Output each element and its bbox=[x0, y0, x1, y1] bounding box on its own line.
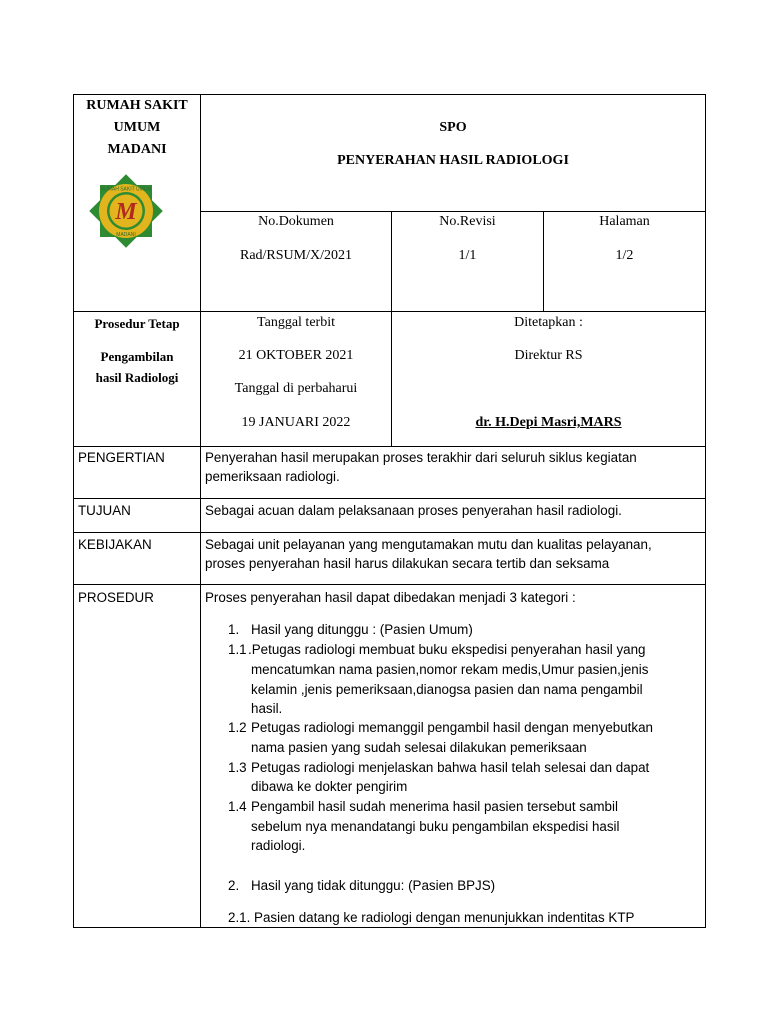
signatory-name: dr. H.Depi Masri,MARS bbox=[475, 415, 622, 430]
tanggal-update-value: 19 JANUARI 2022 bbox=[241, 415, 351, 430]
step-1-2-number: 1.2 bbox=[228, 720, 247, 735]
kebijakan-label: KEBIJAKAN bbox=[78, 537, 152, 552]
step-1-4-line-3: radiologi. bbox=[251, 838, 306, 853]
step-1-1-line-4: hasil. bbox=[251, 701, 283, 716]
tujuan-line-1: Sebagai acuan dalam pelaksanaan proses penyerahan hasil radiologi. bbox=[205, 503, 622, 518]
pengertian-line-1: Penyerahan hasil merupakan proses terakhir dari seluruh siklus kegiatan bbox=[205, 450, 637, 465]
doc-title: PENYERAHAN HASIL RADIOLOGI bbox=[337, 153, 569, 168]
procedure-name-line-2: hasil Radiologi bbox=[95, 370, 179, 385]
step-1-1-line-2: mencatumkan nama pasien,nomor rekam medis,Umur pasien,jenis bbox=[251, 662, 649, 677]
step-1-1-line-3: kelamin ,jenis pemeriksaan,dianogsa pasien dan nama pengambil bbox=[251, 682, 643, 697]
step-1-4-line-1: Pengambil hasil sudah menerima hasil pasien tersebut sambil bbox=[251, 799, 618, 814]
kebijakan-line-1: Sebagai unit pelayanan yang mengutamakan mutu dan kualitas pelayanan, bbox=[205, 537, 652, 552]
prosedur-intro: Proses penyerahan hasil dapat dibedakan menjadi 3 kategori : bbox=[205, 590, 576, 605]
pengertian-line-2: pemeriksaan radiologi. bbox=[205, 469, 340, 484]
prosedur-label: PROSEDUR bbox=[78, 590, 154, 605]
step-1-3-line-2: dibawa ke dokter pengirim bbox=[251, 779, 408, 794]
no-dokumen-label: No.Dokumen bbox=[258, 214, 334, 229]
step-1-2-line-2: nama pasien yang sudah selesai dilakukan pemeriksaan bbox=[251, 740, 587, 755]
ditetapkan-label: Ditetapkan : bbox=[514, 315, 583, 330]
halaman-value: 1/2 bbox=[615, 248, 634, 263]
procedure-name-line-1: Pengambilan bbox=[100, 349, 174, 364]
step-1-4-line-2: sebelum nya menandatangi buku pengambilan ekspedisi hasil bbox=[251, 819, 620, 834]
category-1-number: 1. bbox=[228, 622, 240, 637]
category-2-title: Hasil yang tidak ditunggu: (Pasien BPJS) bbox=[251, 878, 496, 893]
category-2-number: 2. bbox=[228, 878, 240, 893]
step-2-1: 2.1. Pasien datang ke radiologi dengan menunjukkan indentitas KTP bbox=[228, 910, 635, 925]
hospital-star-logo bbox=[80, 172, 172, 250]
step-1-3-line-1: Petugas radiologi menjelaskan bahwa hasil telah selesai dan dapat bbox=[251, 760, 650, 775]
tanggal-update-label: Tanggal di perbaharui bbox=[234, 381, 358, 396]
halaman-label: Halaman bbox=[599, 214, 650, 229]
step-1-1-number: 1.1 bbox=[228, 642, 247, 657]
hospital-name-line-2: UMUM bbox=[113, 120, 161, 135]
tujuan-label: TUJUAN bbox=[78, 503, 131, 518]
logo-ring-text-bottom: MADANI bbox=[116, 232, 136, 238]
tanggal-terbit-label: Tanggal terbit bbox=[257, 315, 335, 330]
step-1-2-line-1: Petugas radiologi memanggil pengambil hasil dengan menyebutkan bbox=[251, 720, 653, 735]
step-1-1-line-1: .Petugas radiologi membuat buku ekspedisi penyerahan hasil yang bbox=[248, 642, 646, 657]
kebijakan-line-2: proses penyerahan hasil harus dilakukan secara tertib dan seksama bbox=[205, 556, 610, 571]
jabatan: Direktur RS bbox=[514, 348, 583, 363]
doc-type: SPO bbox=[439, 120, 467, 135]
tanggal-terbit-value: 21 OKTOBER 2021 bbox=[238, 348, 354, 363]
logo-letter: M bbox=[115, 199, 137, 225]
no-revisi-value: 1/1 bbox=[458, 248, 477, 263]
logo-ring-text-top: RUMAH SAKIT UMUM bbox=[100, 186, 152, 193]
no-dokumen-value: Rad/RSUM/X/2021 bbox=[239, 248, 352, 263]
hospital-name-line-1: RUMAH SAKIT bbox=[86, 98, 188, 113]
pengertian-label: PENGERTIAN bbox=[78, 450, 165, 465]
step-1-4-number: 1.4 bbox=[228, 799, 247, 814]
procedure-type: Prosedur Tetap bbox=[94, 316, 180, 331]
category-1-title: Hasil yang ditunggu : (Pasien Umum) bbox=[251, 622, 473, 637]
step-1-3-number: 1.3 bbox=[228, 760, 247, 775]
hospital-name-line-3: MADANI bbox=[107, 142, 167, 157]
no-revisi-label: No.Revisi bbox=[439, 214, 496, 229]
